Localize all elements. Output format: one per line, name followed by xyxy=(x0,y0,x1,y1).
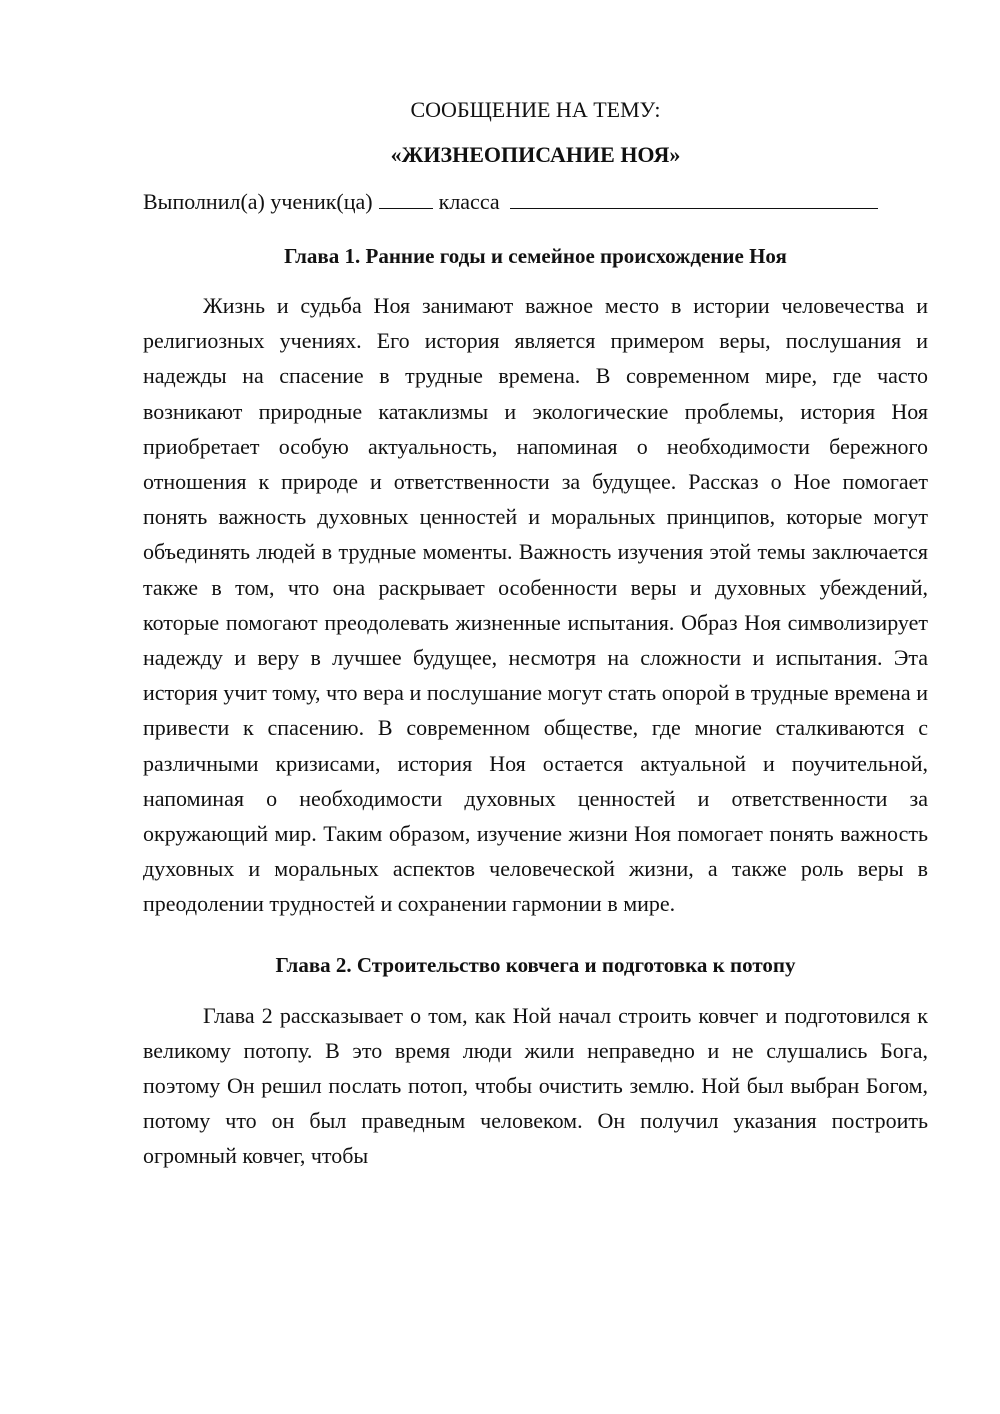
chapter-2-paragraph: Глава 2 рассказывает о том, как Ной начал строить ковчег и подготовился к великому потопу. В это время люди жили неправедно и не слушались Бога, поэтому Он решил послать потоп, чтобы очистить землю. Ной был выбран Богом, потому что он был праведным человеком. Он получил указания построить огромный ковчег, чтобы xyxy=(143,1002,928,1169)
byline-prefix: Выполнил(а) ученик(ца) xyxy=(143,189,373,214)
chapter-2-heading: Глава 2. Строительство ковчега и подготовка к потопу xyxy=(275,952,796,977)
class-number-blank xyxy=(379,192,433,209)
chapter-1-heading: Глава 1. Ранние годы и семейное происхождение Ноя xyxy=(284,244,787,268)
chapter-1-paragraph: Жизнь и судьба Ноя занимают важное место в истории человечества и религиозных учениях. Его история является примером веры, послушания и надежды на спасение в трудные времена. В современном мире, где часто возникают природные катаклизмы и экологические проблемы, история Ноя приобретает особую актуальность, напоминая о необходимости бережного отношения к природе и ответственности за будущее. Рассказ о Ное помогает понять важность духовных ценностей и моральных принципов, которые могут объединять людей в трудные моменты. Важность изучения этой темы заключается также в том, что она раскрывает особенности веры и духовных убеждений, которые помогают преодолевать жизненные испытания. Образ Ноя символизирует надежду и веру в лучшее будущее, несмотря на сложности и испытания. Эта история учит тому, что вера и послушание могут стать опорой в трудные времена и привести к спасению. В современном обществе, где многие сталкиваются с различными кризисами, история Ноя остается актуальной и поучительной, напоминая о необходимости духовных ценностей и ответственности за окружающий мир. Таким образом, изучение жизни Ноя помогает понять важность духовных и моральных аспектов человеческой жизни, а также роль веры в преодолении трудностей и сохранении гармонии в мире. xyxy=(143,293,928,917)
student-name-blank xyxy=(510,192,878,209)
author-byline xyxy=(143,184,928,219)
document-body xyxy=(143,92,928,1174)
document-title-line-1: СООБЩЕНИЕ НА ТЕМУ: xyxy=(410,97,661,122)
document-title-line-2: «ЖИЗНЕОПИСАНИЕ НОЯ» xyxy=(390,142,681,167)
byline-class-label: класса xyxy=(438,189,500,214)
